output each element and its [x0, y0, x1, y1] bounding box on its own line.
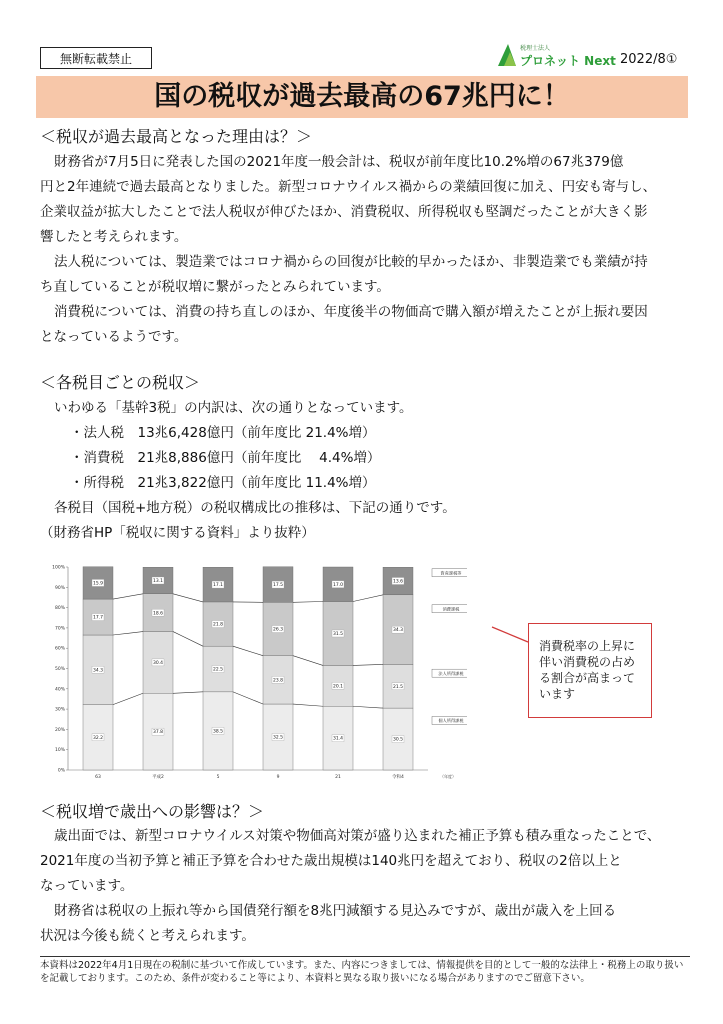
issue-date: 2022/8① — [620, 52, 678, 67]
paragraph-line: 財務省が7月5日に発表した国の2021年度一般会計は、税収が前年度比10.2%増の67兆379億 — [54, 154, 624, 170]
callout-line: る割合が高まって — [539, 671, 636, 685]
connector-line — [113, 693, 143, 704]
tax-item-income: ・所得税 21兆3,822億円（前年度比 11.4%増） — [70, 475, 376, 491]
data-label: 30.4 — [152, 661, 164, 667]
disclaimer-line: を記載しております。このため、条件が変わること等により、本資料と異なる取り扱いになる場合がありますのでご留意下さい。 — [40, 973, 590, 984]
callout-pointer-line — [490, 625, 530, 645]
y-tick-label: 80% — [54, 606, 65, 612]
connector-line — [293, 704, 323, 706]
data-label: 20.1 — [332, 684, 344, 690]
connector-line — [113, 594, 143, 599]
legend-label: 資産課税等 — [440, 570, 462, 576]
x-tick-label: 令和4 — [392, 775, 404, 780]
y-tick-label: 0% — [57, 768, 65, 774]
logo-tagline: 税理士法人 — [520, 45, 551, 52]
tax-composition-chart — [52, 555, 467, 780]
paragraph-line: 法人税については、製造業ではコロナ禍からの回復が比較的早かったほか、非製造業でも業績が持 — [54, 254, 648, 270]
legend-label: 消費課税 — [442, 606, 460, 612]
y-tick-label: 50% — [54, 667, 65, 672]
callout-line: 伴い消費税の占め — [539, 655, 636, 669]
data-label: 15.9 — [92, 581, 104, 587]
tax-item-corporate: ・法人税 13兆6,428億円（前年度比 21.4%増） — [70, 425, 376, 441]
data-label: 38.5 — [212, 729, 224, 735]
data-label: 17.0 — [332, 582, 344, 588]
logo-name: プロネット Next — [520, 54, 616, 68]
y-tick-label: 70% — [54, 626, 65, 632]
y-tick-label: 60% — [54, 646, 65, 652]
data-label: 17.5 — [272, 583, 284, 589]
logo-mark-icon — [496, 42, 518, 68]
data-label: 22.5 — [212, 667, 224, 673]
y-tick-label: 40% — [54, 687, 65, 693]
paragraph-line: 2021年度の当初予算と補正予算を合わせた歳出規模は140兆円を超えており、税収の2倍以上と — [40, 853, 622, 869]
paragraph-line: 円と2年連続で過去最高となりました。新型コロナウイルス禍からの業績回復に加え、円安も寄与し、 — [40, 179, 657, 195]
section-body-reason — [40, 150, 680, 350]
paragraph-line: なっています。 — [40, 878, 134, 894]
paragraph-line: 響したと考えられます。 — [40, 229, 188, 245]
legend-label: 個人所得課税 — [438, 718, 464, 724]
connector-line — [233, 646, 263, 656]
callout-box — [528, 623, 652, 718]
data-label: 31.4 — [332, 736, 344, 742]
paragraph-line: 状況は今後も続くと考えられます。 — [40, 928, 255, 944]
data-label: 30.5 — [392, 737, 404, 743]
disclaimer-line: 本資料は2022年4月1日現在の税制に基づいて作成しています。また、内容につきましては、情報提供を目的として一般的な法律上・税務上の取り扱い — [40, 960, 684, 971]
y-tick-label: 100% — [52, 565, 65, 571]
data-label: 34.3 — [392, 628, 404, 634]
section-body-expenditure — [40, 824, 680, 949]
x-tick-label: 平成2 — [152, 775, 164, 780]
data-label: 37.8 — [152, 730, 164, 736]
connector-line — [353, 595, 383, 602]
connector-line — [173, 594, 203, 602]
y-tick-label: 90% — [54, 585, 65, 591]
paragraph-line: 財務省は税収の上振れ等から国債発行額を8兆円減額する見込みですが、歳出が歳入を上回る — [54, 903, 617, 919]
chart-source-note: （財務省HP「税収に関する資料」より抜粋） — [40, 525, 315, 541]
data-label: 32.5 — [272, 735, 284, 741]
data-label: 17.1 — [212, 583, 224, 589]
data-label: 21.5 — [392, 684, 404, 690]
data-label: 21.8 — [212, 622, 224, 628]
company-logo — [496, 40, 616, 70]
y-tick-label: 30% — [54, 707, 65, 713]
tax-item-consumption: ・消費税 21兆8,886億円（前年度比 4.4%増） — [70, 450, 381, 466]
section-body-tax-items — [40, 396, 680, 546]
paragraph-line: 消費税については、消費の持ち直しのほか、年度後半の物価高で購入額が増えたことが上振れ要因 — [54, 304, 648, 320]
y-tick-label: 20% — [54, 727, 65, 733]
chart-intro-line: 各税目（国税+地方税）の税収構成比の推移は、下記の通りです。 — [54, 500, 456, 516]
paragraph-line: ち直していることが税収増に繋がったとみられています。 — [40, 279, 390, 295]
connector-line — [353, 664, 383, 665]
data-label: 23.8 — [272, 678, 284, 684]
connector-line — [293, 602, 323, 603]
y-tick-label: 10% — [54, 748, 65, 754]
no-reprint-badge: 無断転載禁止 — [40, 47, 152, 69]
x-unit-label: （年度） — [440, 774, 456, 779]
x-tick-label: 63 — [95, 775, 101, 780]
x-tick-label: 5 — [216, 775, 220, 780]
data-label: 34.3 — [92, 668, 104, 674]
connector-line — [173, 632, 203, 647]
disclaimer-footer — [40, 956, 690, 985]
data-label: 32.2 — [92, 735, 104, 741]
data-label: 13.6 — [392, 579, 404, 585]
data-label: 17.7 — [92, 615, 104, 621]
data-label: 31.5 — [332, 632, 344, 638]
x-tick-label: 21 — [335, 775, 341, 780]
paragraph-line: 歳出面では、新型コロナウイルス対策や物価高対策が盛り込まれた補正予算も積み重なったことで、 — [54, 828, 661, 844]
callout-line: 消費税率の上昇に — [539, 639, 636, 653]
data-label: 18.6 — [152, 611, 164, 617]
paragraph-line: 企業収益が拡大したことで法人税収が伸びたほか、消費税収、所得税収も堅調だったことが大きく影 — [40, 204, 648, 220]
connector-line — [113, 632, 143, 635]
page-title: 国の税収が過去最高の67兆円に！ — [36, 76, 688, 118]
paragraph-line: となっているようです。 — [40, 329, 188, 345]
x-tick-label: 9 — [276, 775, 280, 780]
connector-line — [233, 692, 263, 704]
connector-line — [353, 706, 383, 708]
legend-label: 法人所得課税 — [438, 670, 464, 676]
section-heading-tax-items: ＜各税目ごとの税収＞ — [40, 373, 201, 392]
section-heading-expenditure: ＜税収増で歳出への影響は？＞ — [40, 802, 265, 821]
data-label: 13.1 — [152, 579, 164, 585]
data-label: 26.3 — [272, 627, 284, 633]
connector-line — [173, 692, 203, 693]
section-heading-reason: ＜税収が過去最高となった理由は？＞ — [40, 127, 313, 146]
callout-line: います — [539, 687, 576, 701]
intro-line: いわゆる「基幹3税」の内訳は、次の通りとなっています。 — [54, 400, 413, 416]
connector-line — [293, 656, 323, 666]
